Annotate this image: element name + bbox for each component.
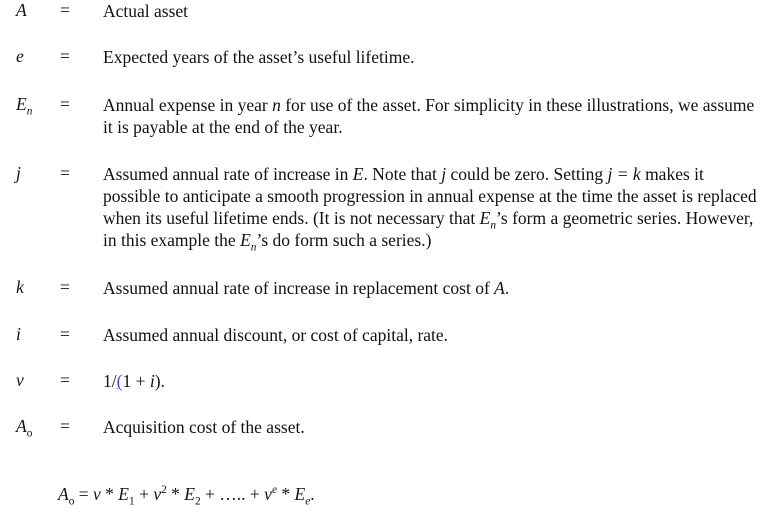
equals-sign: = — [60, 277, 70, 297]
equals-sign: = — [60, 46, 70, 66]
definition-text: Actual asset — [103, 1, 189, 21]
equals-sign: = — [60, 163, 70, 183]
definition-text: Assumed annual discount, or cost of capital, rate. — [103, 325, 449, 345]
definition-text: Assumed annual rate of increase in replacement cost of A. — [103, 278, 510, 298]
symbol-a: A — [16, 0, 27, 20]
equals-sign: = — [60, 370, 70, 390]
equals-sign: = — [60, 324, 70, 344]
equals-sign: = — [60, 416, 70, 436]
equals-sign: = — [60, 0, 70, 20]
definition-text: Assumed annual rate of increase in E. Note that j could be zero. Setting j = k makes it possible to anticipate a smooth progression in annual expense at the time the asset is replaced when its useful lifetime ends. (It is not necessary that $E_n’s$ form a geometric series. However, in this example the $E_n’s$ do form such a series.) — [103, 164, 757, 254]
symbol-v: v — [16, 370, 24, 390]
acquisition-cost-formula: $A_o = v * E_1 + v^2 * E_2$ + ….. + $v^e * E_e$. — [58, 484, 315, 508]
symbol-ao: $A_o$ — [16, 416, 33, 440]
symbol-k: k — [16, 277, 24, 297]
symbol-j: j — [16, 163, 21, 183]
equals-sign: = — [60, 94, 70, 114]
symbol-e: e — [16, 46, 24, 66]
definition-text: Acquisition cost of the asset. — [103, 417, 305, 437]
symbol-en: $E_n$ — [16, 94, 33, 118]
definition-text: Expected years of the asset’s useful lifetime. — [103, 47, 415, 67]
definition-text: 1/(1 + i). — [103, 371, 165, 391]
symbol-i: i — [16, 324, 21, 344]
definition-text: Annual expense in year n for use of the asset. For simplicity in these illustrations, we assume it is payable at the end of the year. — [103, 95, 755, 137]
